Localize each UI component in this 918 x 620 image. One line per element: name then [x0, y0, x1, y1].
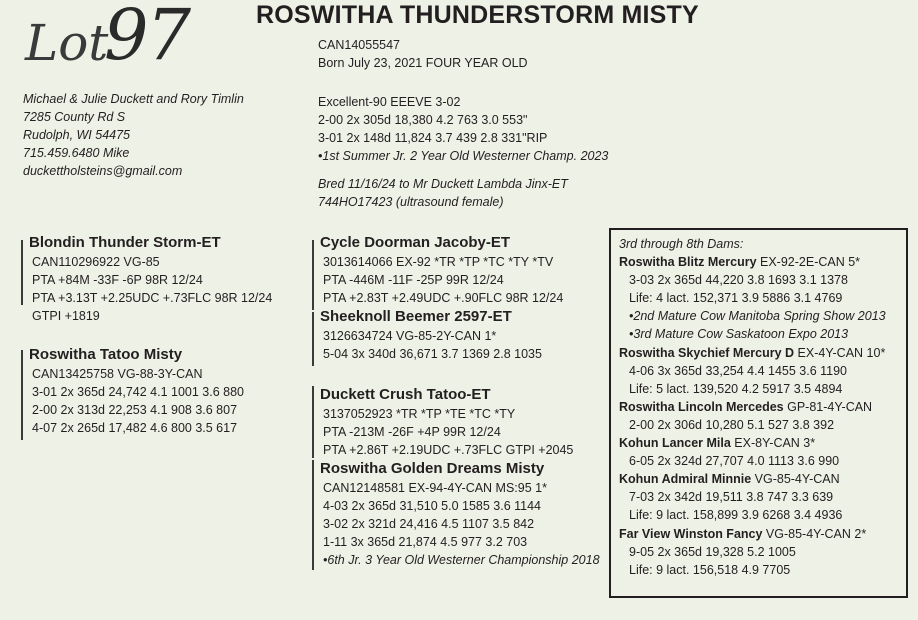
sire-sire-line: PTA +2.83T +2.49UDC +.90FLC 98R 12/24: [323, 291, 564, 305]
dam-entry-line: 7-03 2x 342d 19,511 3.8 747 3.3 639: [629, 490, 834, 505]
sire-dam-block: [320, 307, 542, 363]
owner-email[interactable]: duckettholsteins@gmail.com: [23, 164, 183, 178]
sire-dam-line: 5-04 3x 340d 36,671 3.7 1369 2.8 1035: [323, 347, 542, 361]
dam-entry-name: Roswitha Blitz Mercury EX-92-2E-CAN 5*: [619, 255, 861, 270]
dam-block: [29, 345, 244, 437]
dam-entry-name: Roswitha Skychief Mercury D EX-4Y-CAN 10*: [619, 345, 886, 360]
lot-number: 97: [104, 0, 190, 76]
sire-block: [29, 233, 272, 325]
dam-sire-bracket: [312, 386, 314, 458]
dam-dam-block: [320, 459, 600, 569]
dam-dam-name: Roswitha Golden Dreams Misty: [320, 460, 545, 477]
production-records: [318, 93, 608, 165]
sire-line: GTPI +1819: [32, 309, 100, 323]
dam-dam-bracket: [312, 460, 314, 570]
dam-entry-line: Life: 5 lact. 139,520 4.2 5917 3.5 4894: [629, 381, 843, 396]
dam-entry-name: Far View Winston Fancy VG-85-4Y-CAN 2*: [619, 526, 867, 541]
classification: Excellent-90 EEEVE 3-02: [318, 95, 461, 109]
dam-entry-line: Life: 9 lact. 158,899 3.9 6268 3.4 4936: [629, 508, 843, 523]
dam-entry-name: Roswitha Lincoln Mercedes GP-81-4Y-CAN: [619, 399, 873, 414]
sire-sire-line: PTA -446M -11F -25P 99R 12/24: [323, 273, 504, 287]
dam-entry-line: 3-03 2x 365d 44,220 3.8 1693 3.1 1378: [629, 273, 848, 288]
dam-sire-line: PTA +2.86T +2.19UDC +.73FLC GTPI +2045: [323, 443, 574, 457]
breeding-info: [318, 175, 568, 211]
dam-line: 2-00 2x 313d 22,253 4.1 908 3.6 807: [32, 403, 238, 417]
record-line: 3-01 2x 148d 11,824 3.7 439 2.8 331"RIP: [318, 131, 548, 145]
dam-entry-award: •2nd Mature Cow Manitoba Spring Show 2013: [629, 309, 886, 324]
dam-dam-line: 1-11 3x 365d 21,874 4.5 977 3.2 703: [323, 535, 528, 549]
owner-contact: [23, 90, 244, 180]
sire-sire-bracket: [312, 240, 314, 310]
sire-dam-name: Sheeknoll Beemer 2597-ET: [320, 308, 512, 325]
dam-name: Roswitha Tatoo Misty: [29, 346, 183, 363]
dam-entry-line: 4-06 3x 365d 33,254 4.4 1455 3.6 1190: [629, 363, 848, 378]
dam-line: 4-07 2x 265d 17,482 4.6 800 3.5 617: [32, 421, 238, 435]
sire-sire-name: Cycle Doorman Jacoby-ET: [320, 234, 511, 251]
sire-name: Blondin Thunder Storm-ET: [29, 234, 221, 251]
dam-entry-name: Kohun Lancer Mila EX-8Y-CAN 3*: [619, 436, 816, 451]
dam-entry-line: 9-05 2x 365d 19,328 5.2 1005: [629, 544, 796, 559]
dam-dam-line: 3-02 2x 321d 24,416 4.5 1107 3.5 842: [323, 517, 535, 531]
dam-line: 3-01 2x 365d 24,742 4.1 1001 3.6 880: [32, 385, 244, 399]
dam-entry-line: 6-05 2x 324d 27,707 4.0 1113 3.6 990: [629, 454, 840, 469]
dam-sire-block: [320, 385, 573, 459]
dam-dam-line: 4-03 2x 365d 31,510 5.0 1585 3.6 1144: [323, 499, 542, 513]
owner-address: 7285 County Rd S: [23, 110, 126, 124]
dam-entry-line: Life: 9 lact. 156,518 4.9 7705: [629, 562, 791, 577]
dam-entry-name: Kohun Admiral Minnie VG-85-4Y-CAN: [619, 472, 840, 487]
dam-bracket: [21, 350, 23, 440]
owner-phone: 715.459.6480 Mike: [23, 146, 130, 160]
dam-entry-award: •3rd Mature Cow Saskatoon Expo 2013: [629, 327, 849, 342]
bred-to: Bred 11/16/24 to Mr Duckett Lambda Jinx-ET: [318, 177, 568, 191]
dam-sire-line: PTA -213M -26F +4P 99R 12/24: [323, 425, 501, 439]
dam-entry-line: Life: 4 lact. 152,371 3.9 5886 3.1 4769: [629, 291, 843, 306]
dams-heading: 3rd through 8th Dams:: [619, 237, 744, 251]
dam-dam-award: •6th Jr. 3 Year Old Westerner Championship 2018: [323, 553, 600, 567]
sire-line: PTA +3.13T +2.25UDC +.73FLC 98R 12/24: [32, 291, 273, 305]
sire-line: CAN110296922 VG-85: [32, 255, 160, 269]
owner-city: Rudolph, WI 54475: [23, 128, 131, 142]
dam-sire-line: 3137052923 *TR *TP *TE *TC *TY: [323, 407, 516, 421]
sire-sire-block: [320, 233, 563, 307]
dam-entry-line: 2-00 2x 306d 10,280 5.1 527 3.8 392: [629, 417, 835, 432]
lot-label: Lot: [25, 14, 109, 72]
dam-dam-line: CAN12148581 EX-94-4Y-CAN MS:95 1*: [323, 481, 547, 495]
record-line: 2-00 2x 305d 18,380 4.2 763 3.0 553": [318, 113, 528, 127]
sire-line: PTA +84M -33F -6P 98R 12/24: [32, 273, 203, 287]
dam-line: CAN13425758 VG-88-3Y-CAN: [32, 367, 203, 381]
cow-info: [318, 36, 528, 72]
sire-sire-line: 3013614066 EX-92 *TR *TP *TC *TY *TV: [323, 255, 554, 269]
birth-date: Born July 23, 2021 FOUR YEAR OLD: [318, 56, 528, 70]
bred-note: 744HO17423 (ultrasound female): [318, 195, 504, 209]
owner-name: Michael & Julie Duckett and Rory Timlin: [23, 92, 244, 106]
registration-number: CAN14055547: [318, 38, 401, 52]
extended-dams-box: [609, 228, 908, 598]
sire-dam-line: 3126634724 VG-85-2Y-CAN 1*: [323, 329, 497, 343]
dam-sire-name: Duckett Crush Tatoo-ET: [320, 386, 491, 403]
award-line: •1st Summer Jr. 2 Year Old Westerner Champ. 2023: [318, 149, 609, 163]
page-title: ROSWITHA THUNDERSTORM MISTY: [256, 1, 699, 29]
sire-bracket: [21, 240, 23, 305]
sire-dam-bracket: [312, 312, 314, 366]
